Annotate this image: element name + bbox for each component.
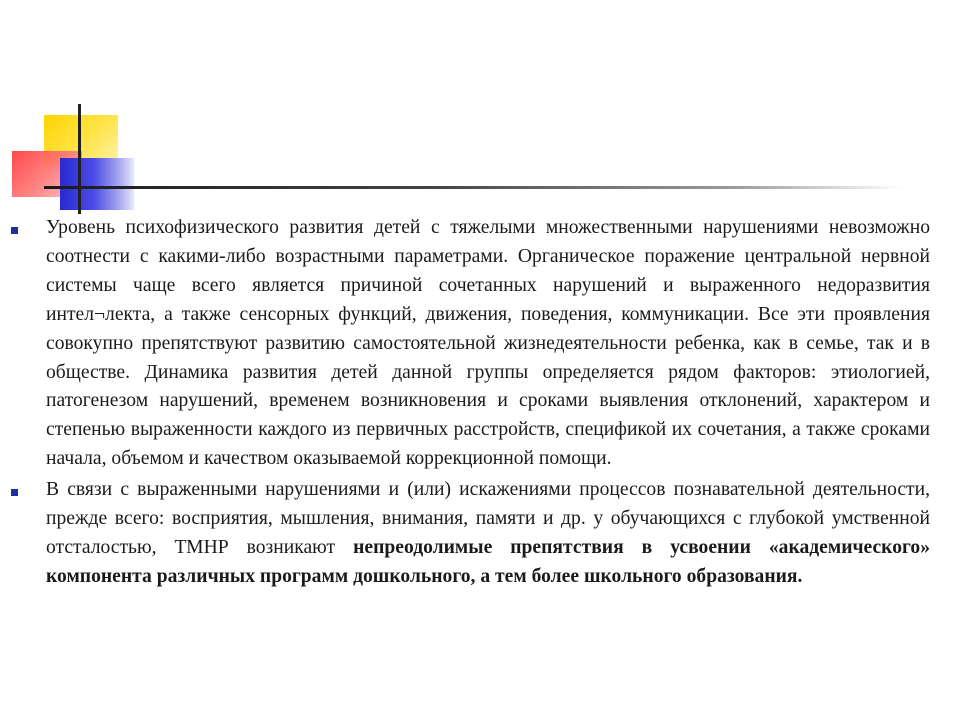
bullet-item	[10, 476, 930, 592]
blue-square-decoration	[60, 158, 134, 210]
bullet-text-regular: В связи с выраженными нарушениями и (или) искажениями процессов познавательной деятельности, прежде всего: восприятия, мышления, внимания, памяти и др. у обучающихся с глубокой умственной отсталостью, ТМНР возникают	[46, 479, 930, 558]
bullet-text: Уровень психофизического развития детей с тяжелыми множественными нарушениями невозможно соотнести с какими-либо возрастными параметрами. Органическое поражение центральной нервной системы чаще всего является причиной сочетанных нарушений и выраженного недоразвития интел¬лекта, а также сенсорных функций, движения, поведения, коммуникации. Все эти проявления совокупно препятствуют развитию самостоятельной жизнедеятельности ребенка, как в семье, так и в обществе. Динамика развития детей данной группы определяется рядом факторов: этиологией, патогенезом нарушений, временем возникновения и сроками выявления отклонений, характером и степенью выраженности каждого из первичных расстройств, спецификой их сочетания, а также сроками начала, объемом и качеством оказываемой коррекционной помощи.	[46, 217, 930, 470]
vertical-rule	[78, 104, 81, 214]
square-bullet-icon	[11, 227, 18, 234]
square-bullet-icon	[11, 489, 18, 496]
bullet-text-bold: непреодолимые препятствия в усвоении «академического» компонента различных программ дошкольного, а тем более школьного образования.	[46, 536, 930, 587]
template-decoration	[0, 0, 960, 220]
slide-body	[10, 214, 930, 592]
horizontal-rule	[44, 186, 904, 189]
bullet-text	[46, 476, 930, 592]
bullet-item	[10, 214, 930, 474]
